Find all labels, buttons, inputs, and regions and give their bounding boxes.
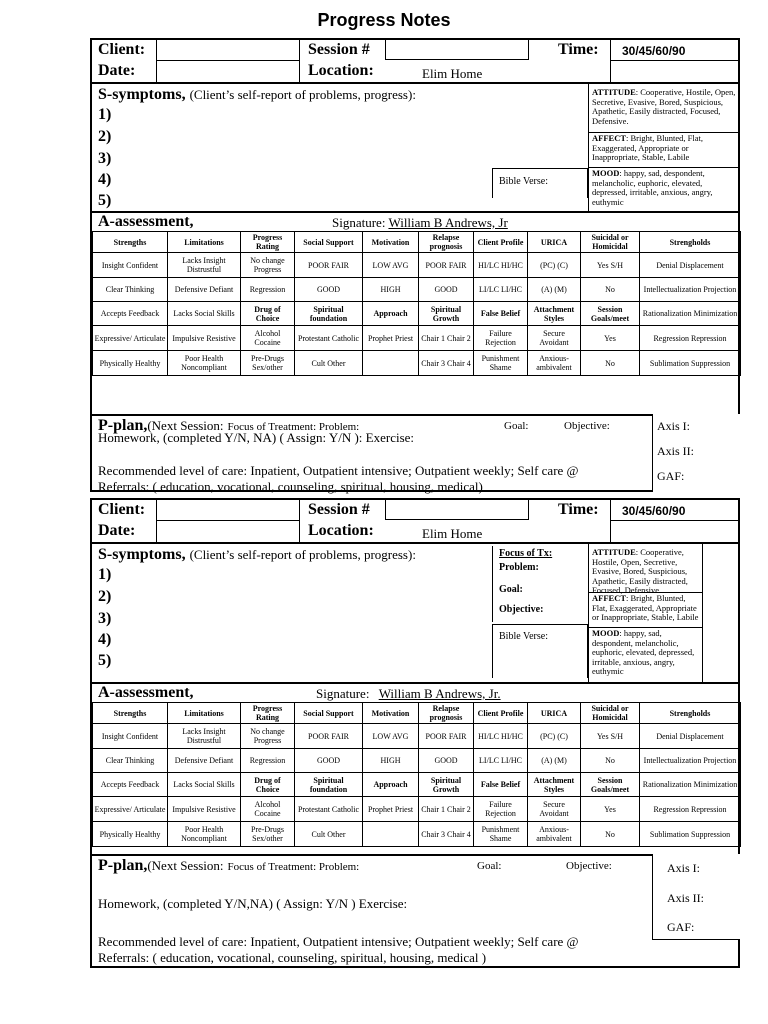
table-cell: Spiritual Growth — [419, 773, 474, 797]
mood-label: MOOD — [592, 169, 620, 178]
mood-label: MOOD — [592, 629, 620, 638]
progress-note-1 — [90, 38, 740, 492]
axis2-label[interactable]: Axis II: — [657, 444, 694, 458]
table-cell[interactable]: HI/LC HI/HC — [474, 253, 528, 278]
table-cell[interactable]: LI/LC LI/HC — [474, 749, 528, 773]
table-cell[interactable]: No — [581, 351, 640, 376]
symptoms-title: S-symptoms, — [98, 546, 186, 563]
location-label: Location: — [308, 62, 374, 79]
symptom-item-2[interactable]: 2) — [98, 128, 112, 145]
plan-referrals[interactable]: Referrals: ( education, vocational, counseling, spiritual, housing, medical ) — [98, 950, 487, 965]
table-cell[interactable]: No change Progress — [241, 253, 295, 278]
table-cell[interactable]: Cult Other — [295, 822, 363, 847]
table-cell[interactable]: Sublimation Suppression — [640, 822, 741, 847]
table-cell: Attachment Styles — [528, 302, 581, 326]
table-cell[interactable]: HI/LC HI/HC — [474, 724, 528, 749]
table-cell: Drug of Choice — [241, 302, 295, 326]
attitude-text: : Cooperative, Hostile, Open, Secretive, Evasive, Bored, Suspicious, Apathetic, Easily distracted, Focused, Defensive. — [592, 547, 688, 595]
table-cell[interactable]: Pre-Drugs Sex/other — [241, 822, 295, 847]
affect-label: AFFECT — [592, 593, 626, 603]
table-cell[interactable]: Failure Rejection — [474, 326, 528, 351]
table-cell[interactable]: Anxious-ambivalent — [528, 822, 581, 847]
table-cell[interactable]: Punishment Shame — [474, 822, 528, 847]
table-cell: Approach — [363, 773, 419, 797]
table-cell[interactable]: Rationalization Minimization — [640, 773, 741, 797]
symptom-item-3[interactable]: 3) — [98, 610, 112, 627]
table-cell[interactable]: Chair 3 Chair 4 — [419, 822, 474, 847]
table-cell[interactable]: Poor Health Noncompliant — [168, 351, 241, 376]
col-client-profile: Client Profile — [474, 703, 528, 724]
axis1-label[interactable]: Axis I: — [657, 419, 690, 433]
signature-value[interactable]: William B Andrews, Jr — [388, 215, 508, 230]
table-cell[interactable]: (A) (M) — [528, 278, 581, 302]
attitude-label: ATTITUDE — [592, 547, 636, 557]
date-label: Date: — [98, 522, 136, 539]
table-cell[interactable]: Regression — [241, 278, 295, 302]
mood-box — [592, 169, 738, 209]
signature-row — [332, 215, 508, 231]
signature-label: Signature: — [316, 686, 370, 701]
affect-text: : Bright, Blunted, Flat, Exaggerated, Appropriate or Inappropriate, Stable, Labile — [592, 593, 699, 622]
progress-note-2 — [90, 498, 740, 968]
symptoms-subtitle: (Client’s self-report of problems, progress): — [189, 547, 416, 562]
plan-row — [98, 857, 359, 875]
table-cell[interactable]: Clear Thinking — [93, 749, 168, 773]
table-cell[interactable]: Cult Other — [295, 351, 363, 376]
plan-homework[interactable]: Homework, (completed Y/N, NA) ( Assign: Y/N ): Exercise: — [98, 430, 415, 445]
signature-value[interactable]: William B Andrews, Jr. — [378, 686, 501, 701]
axis-box — [652, 854, 740, 940]
assessment-table — [92, 231, 741, 376]
assessment-table — [92, 702, 741, 847]
location-label: Location: — [308, 522, 374, 539]
table-cell[interactable]: (PC) (C) — [528, 724, 581, 749]
col-relapse-prognosis: Relapse prognosis — [419, 232, 474, 253]
table-cell[interactable]: GOOD — [419, 749, 474, 773]
table-cell[interactable]: Yes — [581, 326, 640, 351]
symptom-item-4[interactable]: 4) — [98, 171, 112, 188]
session-label: Session # — [308, 41, 370, 58]
symptom-item-1[interactable]: 1) — [98, 106, 112, 123]
focus-tx-goal: Goal: — [499, 584, 523, 595]
table-cell[interactable]: Rationalization Minimization — [640, 302, 741, 326]
symptom-item-1[interactable]: 1) — [98, 566, 112, 583]
table-cell[interactable]: Punishment Shame — [474, 351, 528, 376]
col-social-support: Social Support — [295, 703, 363, 724]
symptoms-subtitle: (Client’s self-report of problems, progress): — [189, 87, 416, 102]
focus-tx-objective: Objective: — [499, 604, 544, 615]
table-cell[interactable]: Clear Thinking — [93, 278, 168, 302]
attitude-text: : Cooperative, Hostile, Open, Secretive, Evasive, Bored, Suspicious, Apathetic, Easily distracted, Focused, Defensive. — [592, 87, 736, 126]
mood-box — [592, 629, 702, 681]
table-cell[interactable]: No — [581, 278, 640, 302]
affect-box — [592, 594, 702, 623]
bible-verse-label: Bible Verse: — [499, 631, 548, 642]
plan-title: P-plan, — [98, 857, 148, 874]
table-cell[interactable]: Pre-Drugs Sex/other — [241, 351, 295, 376]
affect-label: AFFECT — [592, 133, 626, 143]
col-urica: URICA — [528, 703, 581, 724]
plan-goal: Goal: — [477, 860, 502, 872]
table-cell[interactable]: POOR FAIR — [419, 724, 474, 749]
table-cell[interactable]: Secure Avoidant — [528, 326, 581, 351]
col-urica: URICA — [528, 232, 581, 253]
attitude-box — [592, 548, 702, 596]
bible-verse-box[interactable] — [492, 624, 588, 678]
table-cell: Approach — [363, 302, 419, 326]
session-label: Session # — [308, 501, 370, 518]
table-cell[interactable]: Lacks Insight Distrustful — [168, 724, 241, 749]
plan-next-session: (Next Session: — [147, 858, 224, 873]
table-cell[interactable]: HIGH — [363, 278, 419, 302]
focus-tx-box[interactable] — [492, 546, 588, 622]
table-cell[interactable]: Chair 3 Chair 4 — [419, 351, 474, 376]
symptom-item-2[interactable]: 2) — [98, 588, 112, 605]
table-cell[interactable]: Regression — [241, 749, 295, 773]
bible-verse-box[interactable] — [492, 168, 588, 198]
time-label: Time: — [558, 41, 599, 58]
plan-level-of-care[interactable]: Recommended level of care: Inpatient, Outpatient intensive; Outpatient weekly; Self care @ — [98, 934, 579, 949]
plan-title: P-plan, — [98, 417, 148, 434]
table-cell[interactable]: Sublimation Suppression — [640, 351, 741, 376]
symptom-item-5[interactable]: 5) — [98, 192, 112, 209]
table-cell[interactable]: Prophet Priest — [363, 797, 419, 822]
table-cell[interactable]: Insight Confident — [93, 724, 168, 749]
table-cell[interactable]: Intellectualization Projection — [640, 749, 741, 773]
plan-homework[interactable]: Homework, (completed Y/N,NA) ( Assign: Y/N ) Exercise: — [98, 896, 408, 911]
table-cell: Spiritual foundation — [295, 302, 363, 326]
assessment-title: A-assessment, — [98, 213, 194, 230]
axis-box — [652, 414, 740, 492]
col-relapse-prognosis: Relapse prognosis — [419, 703, 474, 724]
table-cell: Attachment Styles — [528, 773, 581, 797]
table-cell[interactable]: (A) (M) — [528, 749, 581, 773]
col-strengholds: Strengholds — [640, 232, 741, 253]
symptoms-heading — [98, 546, 416, 564]
table-cell[interactable]: Protestant Catholic — [295, 326, 363, 351]
mood-text: : happy, sad, despondent, melancholic, euphoric, elevated, depressed, irritable, anxious, angry, euthymic — [592, 169, 713, 207]
table-cell[interactable]: Secure Avoidant — [528, 797, 581, 822]
col-limitations: Limitations — [168, 703, 241, 724]
table-cell: Drug of Choice — [241, 773, 295, 797]
table-cell: Spiritual Growth — [419, 302, 474, 326]
table-cell: False Belief — [474, 773, 528, 797]
page-title: Progress Notes — [317, 10, 451, 30]
table-cell[interactable]: POOR FAIR — [295, 724, 363, 749]
date-label: Date: — [98, 62, 136, 79]
table-cell[interactable]: Regression Repression — [640, 326, 741, 351]
table-cell[interactable]: Accepts Feedback — [93, 302, 168, 326]
table-cell[interactable]: Denial Displacement — [640, 253, 741, 278]
table-cell[interactable]: GOOD — [295, 278, 363, 302]
symptoms-heading — [98, 86, 416, 104]
table-cell[interactable]: Insight Confident — [93, 253, 168, 278]
table-cell[interactable]: Lacks Social Skills — [168, 773, 241, 797]
table-cell[interactable]: Poor Health Noncompliant — [168, 822, 241, 847]
table-cell[interactable]: Yes S/H — [581, 724, 640, 749]
table-cell: False Belief — [474, 302, 528, 326]
affect-box — [592, 134, 738, 163]
col-suicidal-homicidal: Suicidal or Homicidal — [581, 232, 640, 253]
axis2-label[interactable]: Axis II: — [667, 891, 704, 905]
symptoms-title: S-symptoms, — [98, 86, 186, 103]
table-cell[interactable]: Protestant Catholic — [295, 797, 363, 822]
bible-verse-label: Bible Verse: — [499, 176, 548, 187]
table-cell[interactable]: Alcohol Cocaine — [241, 326, 295, 351]
table-cell[interactable]: Lacks Insight Distrustful — [168, 253, 241, 278]
table-cell[interactable]: Yes S/H — [581, 253, 640, 278]
client-label: Client: — [98, 501, 146, 518]
client-field[interactable] — [156, 500, 300, 520]
table-cell[interactable]: Failure Rejection — [474, 797, 528, 822]
table-cell[interactable]: Chair 1 Chair 2 — [419, 326, 474, 351]
mood-text: : happy, sad, despondent, melancholic, euphoric, elevated, depressed, irritable, anxious, angry, euthymic — [592, 629, 695, 676]
table-cell[interactable]: Alcohol Cocaine — [241, 797, 295, 822]
time-value[interactable]: 30/45/60/90 — [622, 44, 686, 58]
table-cell[interactable]: Lacks Social Skills — [168, 302, 241, 326]
table-cell[interactable]: Defensive Defiant — [168, 749, 241, 773]
symptom-item-5[interactable]: 5) — [98, 652, 112, 669]
col-progress-rating: Progress Rating — [241, 232, 295, 253]
col-motivation: Motivation — [363, 232, 419, 253]
table-cell[interactable]: Expressive/ Articulate — [93, 326, 168, 351]
table-cell[interactable]: Prophet Priest — [363, 326, 419, 351]
signature-row — [316, 686, 501, 702]
session-field[interactable] — [385, 500, 529, 520]
col-strengths: Strengths — [93, 232, 168, 253]
plan-next-session: (Next Session: — [147, 418, 224, 433]
attitude-box — [592, 88, 738, 126]
table-cell[interactable]: POOR FAIR — [295, 253, 363, 278]
date-field[interactable] — [156, 520, 300, 542]
table-cell[interactable]: Denial Displacement — [640, 724, 741, 749]
table-cell: Session Goals/meet — [581, 773, 640, 797]
table-cell[interactable]: LI/LC LI/HC — [474, 278, 528, 302]
location-value[interactable]: Elim Home — [422, 66, 483, 81]
plan-level-of-care[interactable]: Recommended level of care: Inpatient, Outpatient intensive; Outpatient weekly; Self care @ — [98, 463, 579, 478]
table-cell[interactable]: LOW AVG — [363, 253, 419, 278]
symptom-item-4[interactable]: 4) — [98, 631, 112, 648]
plan-objective: Objective: — [566, 860, 612, 872]
table-cell[interactable]: No change Progress — [241, 724, 295, 749]
location-value[interactable]: Elim Home — [422, 526, 483, 541]
focus-tx-problem: Problem: — [499, 562, 539, 573]
plan-goal: Goal: — [504, 420, 529, 432]
time-value[interactable]: 30/45/60/90 — [622, 504, 686, 518]
signature-label: Signature: — [332, 215, 386, 230]
axis1-label[interactable]: Axis I: — [667, 861, 700, 875]
table-cell[interactable]: Physically Healthy — [93, 822, 168, 847]
plan-focus-problem: Focus of Treatment: Problem: — [227, 421, 360, 433]
col-strengths: Strengths — [93, 703, 168, 724]
date-field[interactable] — [156, 60, 300, 82]
table-cell[interactable]: Regression Repression — [640, 797, 741, 822]
plan-objective: Objective: — [564, 420, 610, 432]
session-field[interactable] — [385, 40, 529, 60]
client-field[interactable] — [156, 40, 300, 60]
table-cell[interactable]: Impulsive Resistive — [168, 797, 241, 822]
table-cell[interactable]: Intellectualization Projection — [640, 278, 741, 302]
gaf-label[interactable]: GAF: — [657, 469, 685, 483]
table-cell[interactable] — [363, 351, 419, 376]
col-progress-rating: Progress Rating — [241, 703, 295, 724]
plan-focus-problem: Focus of Treatment: Problem: — [227, 861, 360, 873]
table-cell[interactable]: No — [581, 822, 640, 847]
col-suicidal-homicidal: Suicidal or Homicidal — [581, 703, 640, 724]
table-cell[interactable]: Defensive Defiant — [168, 278, 241, 302]
table-cell[interactable]: LOW AVG — [363, 724, 419, 749]
table-cell[interactable]: Chair 1 Chair 2 — [419, 797, 474, 822]
table-cell[interactable]: Impulsive Resistive — [168, 326, 241, 351]
time-label: Time: — [558, 501, 599, 518]
table-cell: Session Goals/meet — [581, 302, 640, 326]
attitude-label: ATTITUDE — [592, 87, 636, 97]
table-cell[interactable]: Yes — [581, 797, 640, 822]
table-cell[interactable]: Accepts Feedback — [93, 773, 168, 797]
table-cell[interactable]: Expressive/ Articulate — [93, 797, 168, 822]
table-cell[interactable]: Anxious-ambivalent — [528, 351, 581, 376]
focus-tx-title: Focus of Tx: — [499, 548, 553, 559]
col-strengholds: Strengholds — [640, 703, 741, 724]
table-cell[interactable]: No — [581, 749, 640, 773]
symptom-item-3[interactable]: 3) — [98, 150, 112, 167]
gaf-label[interactable]: GAF: — [667, 920, 695, 934]
table-cell[interactable]: GOOD — [295, 749, 363, 773]
plan-referrals[interactable]: Referrals: ( education, vocational, counseling, spiritual, housing, medical) — [98, 479, 483, 494]
client-label: Client: — [98, 41, 146, 58]
col-motivation: Motivation — [363, 703, 419, 724]
col-limitations: Limitations — [168, 232, 241, 253]
col-client-profile: Client Profile — [474, 232, 528, 253]
affect-text: : Bright, Blunted, Flat, Exaggerated, Appropriate or Inappropriate, Stable, Labile — [592, 133, 703, 162]
table-cell: Spiritual foundation — [295, 773, 363, 797]
table-cell[interactable]: GOOD — [419, 278, 474, 302]
table-cell[interactable] — [363, 822, 419, 847]
table-cell[interactable]: (PC) (C) — [528, 253, 581, 278]
table-cell[interactable]: HIGH — [363, 749, 419, 773]
col-social-support: Social Support — [295, 232, 363, 253]
table-cell[interactable]: Physically Healthy — [93, 351, 168, 376]
assessment-title: A-assessment, — [98, 684, 194, 701]
table-cell[interactable]: POOR FAIR — [419, 253, 474, 278]
